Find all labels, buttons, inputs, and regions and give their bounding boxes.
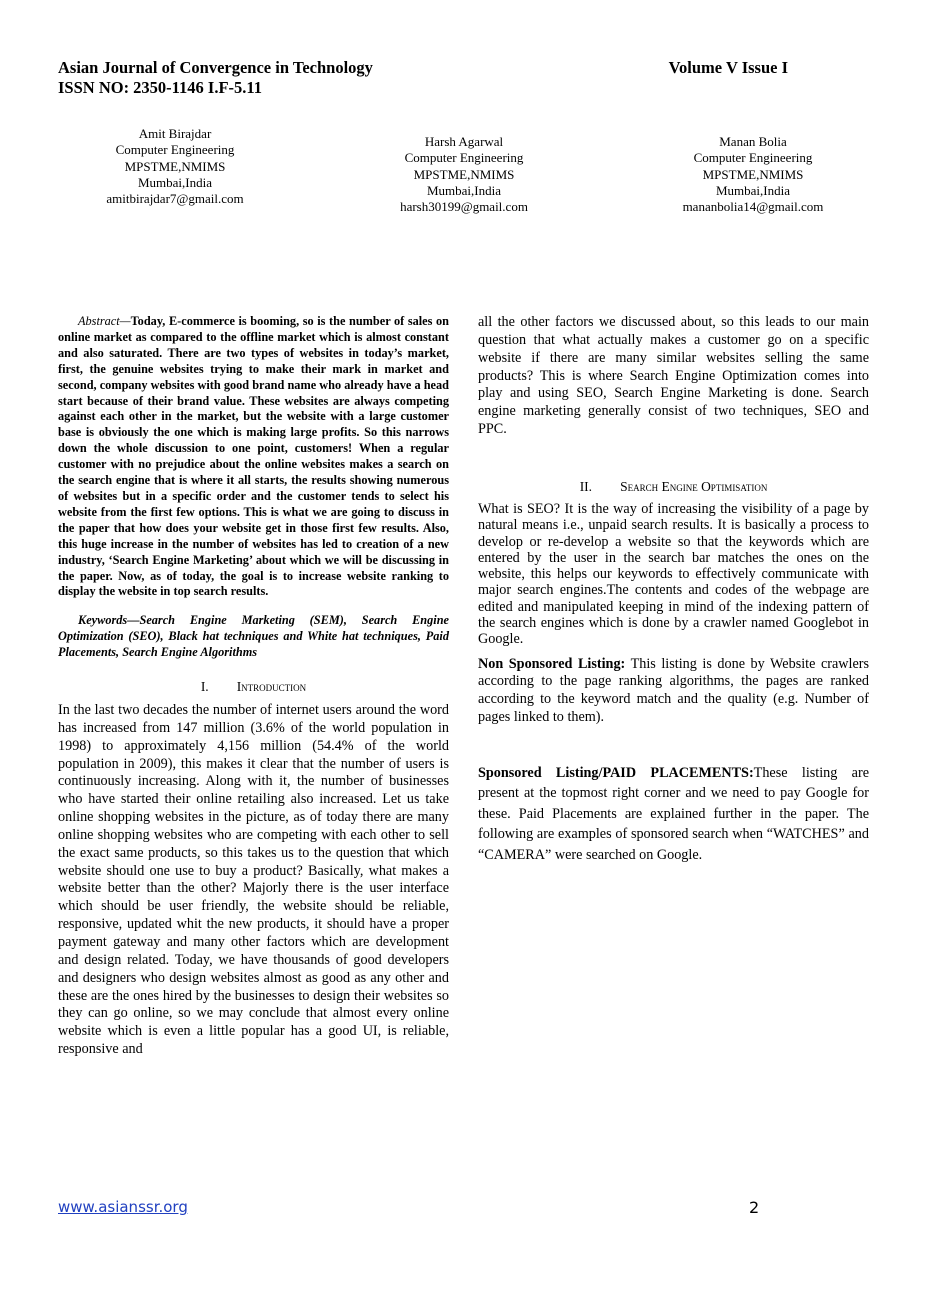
author-block: [648, 134, 858, 215]
author-inst: MPSTME,NMIMS: [124, 158, 226, 174]
right-column: [478, 314, 869, 865]
introduction-continuation: all the other factors we discussed about, so this leads to our main question that what actually makes a customer go on a specific website if there are many similar websites selling the same products? This is where Search Engine Optimization comes into play and using SEO, Search Engine Marketing is done. Search engine marketing generally consist of two techniques, SEO and PPC.: [478, 314, 869, 438]
non-sponsored-text: This listing is done by Website crawlers according to the page ranking algorithms, the pages are ranked according to the keyword match and the quality (e.g. Number of pages linked to them).: [478, 655, 870, 726]
abstract-text: Today, E-commerce is booming, so is the number of sales on online market as compared to the offline market which is almost constant and also saturated. There are two types of websites in today’s market, first, the genuine websites trying to make their mark in market and second, company websites with good brand name who already have a head start because of their brand value. These websites are always competing against each other in the market, but the website with a large customer base is obviously the one which is making large profits. So this narrows down the whole discussion to one point, customers! When a regular customer with no prejudice about the online websites makes a search on the search engine that is where it all starts, the results showing numerous of websites but in a specific order and the customer tends to select his website from the first few options. This is what we are going to discuss in the paper that how does your website get in those first few results. Also, this huge increase in the number of websites has led to creation of a new industry, ‘Search Engine Marketing’ about which we will be discussing in the paper. Now, as of today, the goal is to increase website ranking to display the website in top search results.: [58, 314, 449, 599]
page-header: [58, 58, 788, 98]
section-heading-introduction: [58, 679, 449, 695]
abstract-label: Abstract: [78, 314, 120, 328]
author-dept: Computer Engineering: [693, 150, 813, 166]
author-inst: MPSTME,NMIMS: [413, 166, 515, 182]
author-location: Mumbai,India: [426, 182, 501, 198]
seo-text: What is SEO? It is the way of increasing the visibility of a page by natural means i.e., unpaid search results. It is basically a process to develop or re-develop a website so that the keywords which are entered by the user in the search bar matches the ones on the website, this helps our keywords to effectively communicate with major search engines.The contents and codes of the webpage are edited and manipulated keeping in mind of the indexing pattern of the search engines which is done by a crawler named Googlebot in Google.: [478, 500, 869, 648]
author-location: Mumbai,India: [137, 174, 212, 190]
left-column: [58, 314, 449, 1059]
author-email: harsh30199@gmail.com: [400, 199, 528, 215]
page-number: 2: [749, 1198, 760, 1217]
author-name: Amit Birajdar: [138, 126, 212, 141]
issn-line: ISSN NO: 2350-1146 I.F-5.11: [58, 78, 262, 97]
non-sponsored-label: Non Sponsored Listing:: [478, 655, 626, 672]
website-link[interactable]: www.asianssr.org: [58, 1198, 188, 1216]
abstract: [58, 314, 449, 600]
sponsored-paragraph: [478, 763, 869, 866]
author-name: Harsh Agarwal: [424, 134, 504, 149]
author-dept: Computer Engineering: [404, 150, 524, 166]
introduction-text: In the last two decades the number of internet users around the word has increased from 147 million (3.6% of the world population in 1998) to approximately 4,156 million (54.4% of the world population in 2009), this makes it clear that the number of users is continuously increasing. Along with it, the number of businesses who have started their online retailing also increased. Let us take online shopping websites in the picture, as of today there are many online shopping websites who are competing with each other to sell the exact same products, so this takes us to the question that which website should one use to buy a product? Basically, what makes a website better than the other? Majorly there is the user interface which should be user friendly, the website should be reliable, responsive, updated whit the new products, it should have a proper payment gateway and many other factors which are development and design related. Today, we have thousands of good developers and designers who design websites almost as good as any other and these are the ones hired by the businesses to design their websites so they can go online, so we may conclude that almost every online website which is even a little popular has a good UI, is reliable, responsive and: [58, 702, 449, 1058]
abstract-dash: —: [119, 314, 131, 328]
keywords: Keywords—Search Engine Marketing (SEM), Search Engine Optimization (SEO), Black hat techniques and White hat techniques, Paid Placements, Search Engine Algorithms: [58, 613, 449, 660]
section-number: II.: [579, 478, 593, 494]
author-block: [70, 126, 280, 207]
author-inst: MPSTME,NMIMS: [702, 166, 804, 182]
author-email: mananbolia14@gmail.com: [682, 199, 824, 215]
volume-issue: Volume V Issue I: [668, 58, 788, 77]
journal-title: Asian Journal of Convergence in Technology: [58, 58, 373, 77]
section-title: Search Engine Optimisation: [620, 478, 768, 494]
section-title: Introduction: [236, 679, 307, 695]
author-block: [359, 134, 569, 215]
author-name: Manan Bolia: [719, 134, 787, 149]
section-number: I.: [200, 679, 209, 695]
author-email: amitbirajdar7@gmail.com: [106, 191, 244, 207]
non-sponsored-paragraph: [478, 656, 869, 727]
author-dept: Computer Engineering: [115, 142, 235, 158]
sponsored-text: These listing are present at the topmost right corner and we need to pay Google for these. Paid Placements are explained further in the paper. The following are examples of sponsored search when “WATCHES” and “CAMERA” were searched on Google.: [478, 764, 869, 863]
section-heading-seo: [478, 479, 869, 495]
author-location: Mumbai,India: [715, 182, 790, 198]
sponsored-label: Sponsored Listing/PAID PLACEMENTS:: [478, 764, 754, 781]
